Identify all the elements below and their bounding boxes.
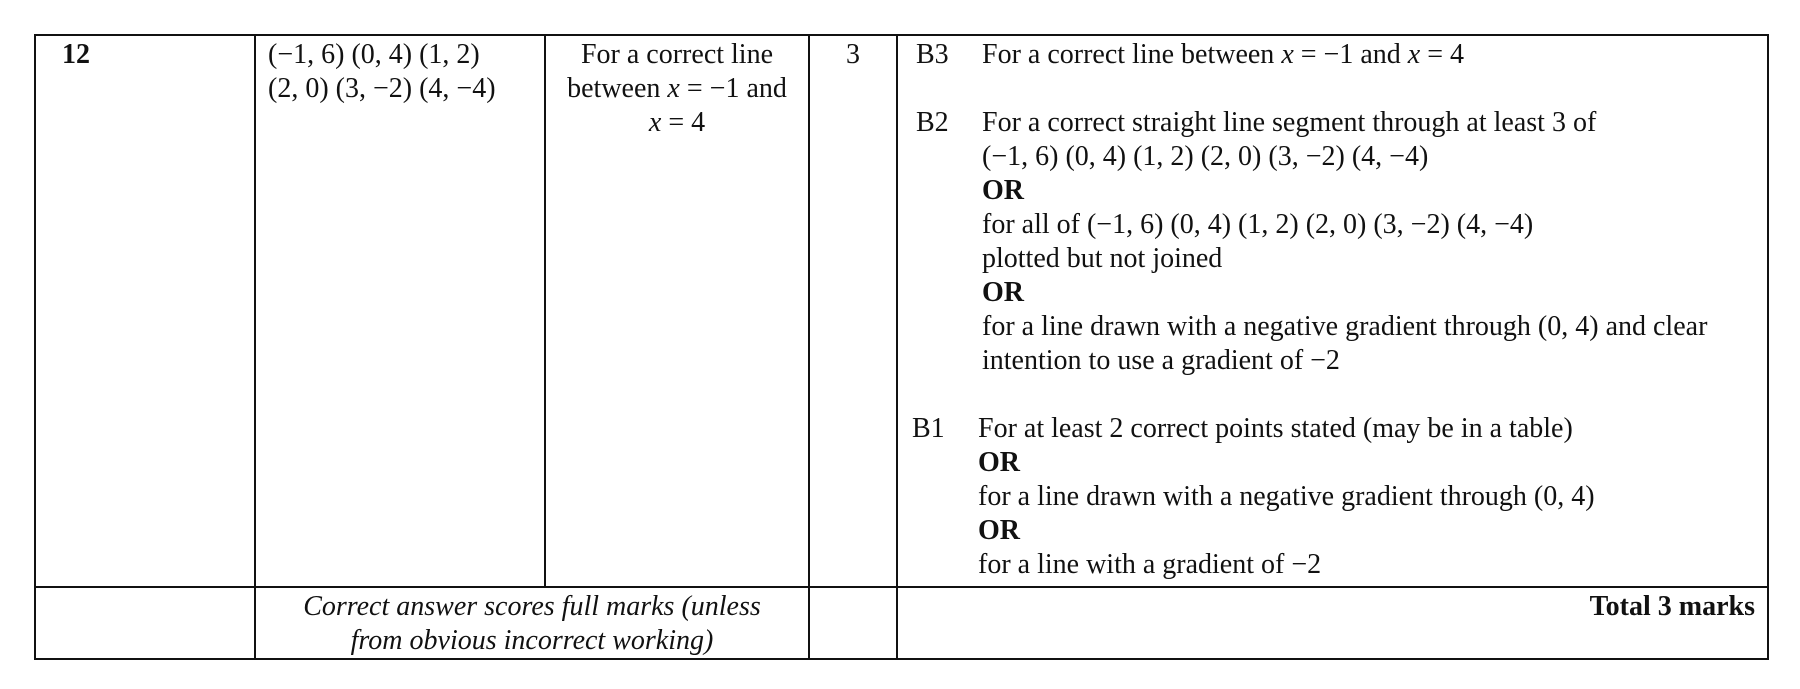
criterion-code: B2 [916,107,949,138]
answer-line: (−1, 6) (0, 4) (1, 2) [268,39,480,70]
criterion-text: For at least 2 correct points stated (may be in a table) OR for a line drawn with a negative gradient through (0, 4) OR for a line with a gradient of −2 [978,412,1755,582]
criterion-text: For a correct line between x = −1 and x = 4 [982,39,1464,70]
or-label: OR [978,447,1020,478]
criterion-code: B3 [916,39,949,70]
or-label: OR [982,175,1024,206]
or-label: OR [978,515,1020,546]
answer-cell [255,35,545,587]
criterion-code: B1 [912,413,945,444]
criterion-b2 [910,106,1755,378]
working-line: between x = −1 and [567,73,787,104]
criterion-b3 [910,38,1755,72]
footnote-cell: Correct answer scores full marks (unless from obvious incorrect working) [255,587,809,659]
mark-cell: 3 [809,35,897,587]
footer-row [35,587,1768,659]
question-number: 12 [35,35,255,587]
answer-line: (2, 0) (3, −2) (4, −4) [268,73,496,104]
or-label: OR [982,277,1024,308]
working-line: For a correct line [580,39,774,70]
guidance-cell [897,35,1768,587]
criterion-text: For a correct straight line segment through at least 3 of (−1, 6) (0, 4) (1, 2) (2, 0) (3, −2) (4, −4) OR for all of (−1, 6) (0, 4) (1, 2) (2, 0) (3, −2) (4, −4) plotted but not joined OR for a line drawn with a negative gradient through (0, 4) and clear intention to use a gradient of −2 [982,106,1755,378]
empty-cell [809,587,897,659]
working-cell [545,35,809,587]
criterion-b1 [910,412,1755,582]
mark-scheme-table [34,34,1769,660]
working-line: x = 4 [648,107,706,138]
question-row [35,35,1768,587]
total-marks: Total 3 marks [897,587,1768,659]
empty-cell [35,587,255,659]
